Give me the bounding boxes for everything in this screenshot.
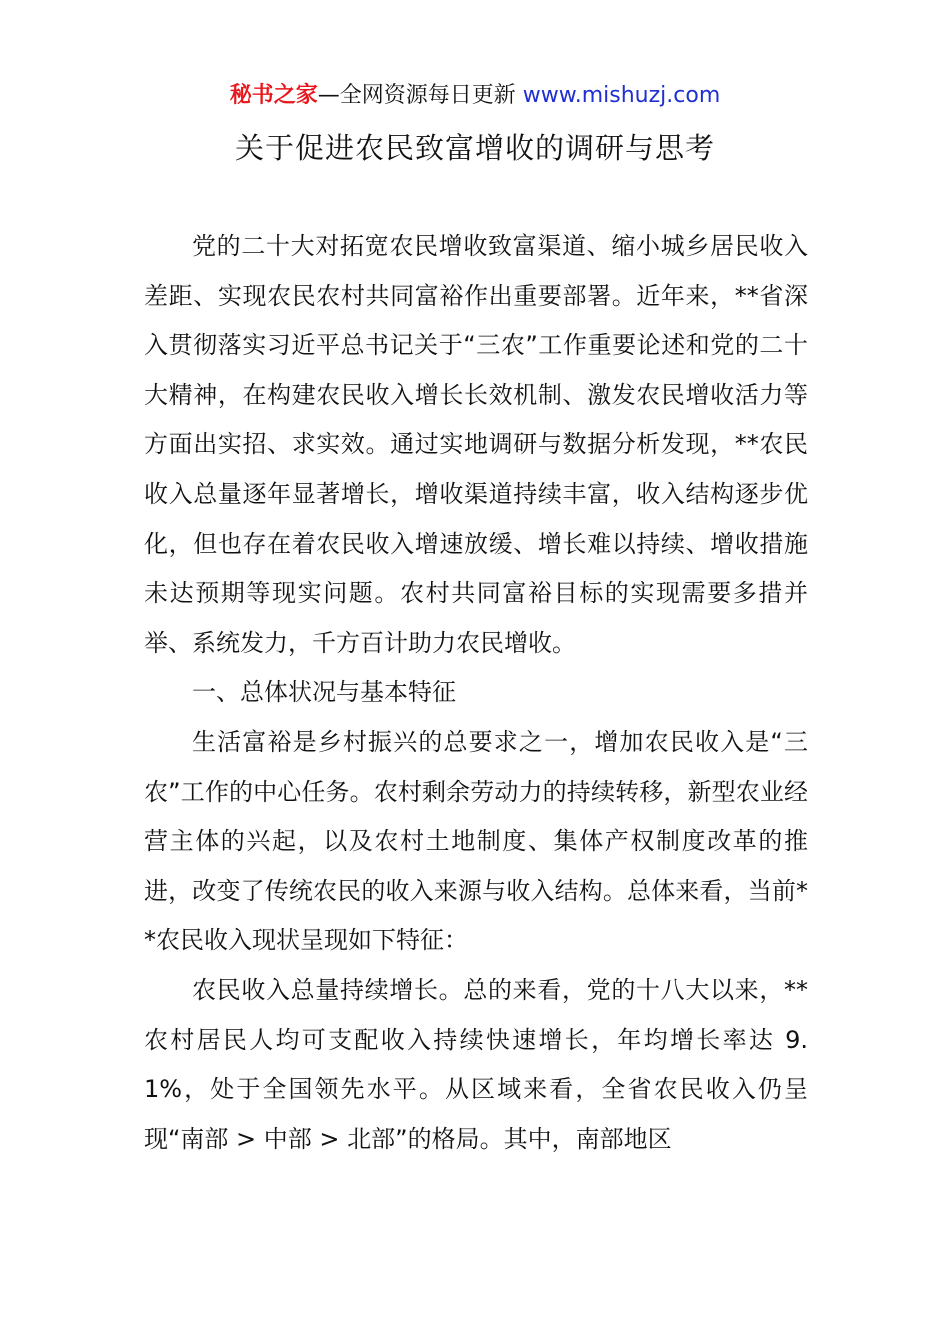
site-tagline: —全网资源每日更新 [317, 83, 523, 108]
intro-paragraph: 党的二十大对拓宽农民增收致富渠道、缩小城乡居民收入差距、实现农民农村共同富裕作出重要部署。近年来，**省深入贯彻落实习近平总书记关于“三农”工作重要论述和党的二十大精神，在构建农民收入增长长效机制、激发农民增收活力等方面出实招、求实效。通过实地调研与数据分析发现，**农民收入总量逐年显著增长，增收渠道持续丰富，收入结构逐步优化，但也存在着农民收入增速放缓、增长难以持续、增收措施未达预期等现实问题。农村共同富裕目标的实现需要多措并举、系统发力，千方百计助力农民增收。 [144, 232, 808, 657]
document-title: 关于促进农民致富增收的调研与思考 [234, 131, 715, 165]
site-header [0, 80, 950, 112]
site-name: 秘书之家 [229, 83, 318, 108]
section-heading: 一、总体状况与基本特征 [192, 678, 456, 707]
site-url-link[interactable]: www.mishuzj.com [522, 83, 721, 108]
body-paragraph: 农民收入总量持续增长。总的来看，党的十八大以来，**农村居民人均可支配收入持续快速增长，年均增长率达 9.1%，处于全国领先水平。从区域来看，全省农民收入仍呈现“南部 > 中部 > 北部”的格局。其中，南部地区 [144, 975, 808, 1153]
body-paragraph: 生活富裕是乡村振兴的总要求之一，增加农民收入是“三农”工作的中心任务。农村剩余劳动力的持续转移，新型农业经营主体的兴起，以及农村土地制度、集体产权制度改革的推进，改变了传统农民的收入来源与收入结构。总体来看，当前**农民收入现状呈现如下特征： [144, 727, 808, 955]
document-body [144, 222, 808, 1164]
